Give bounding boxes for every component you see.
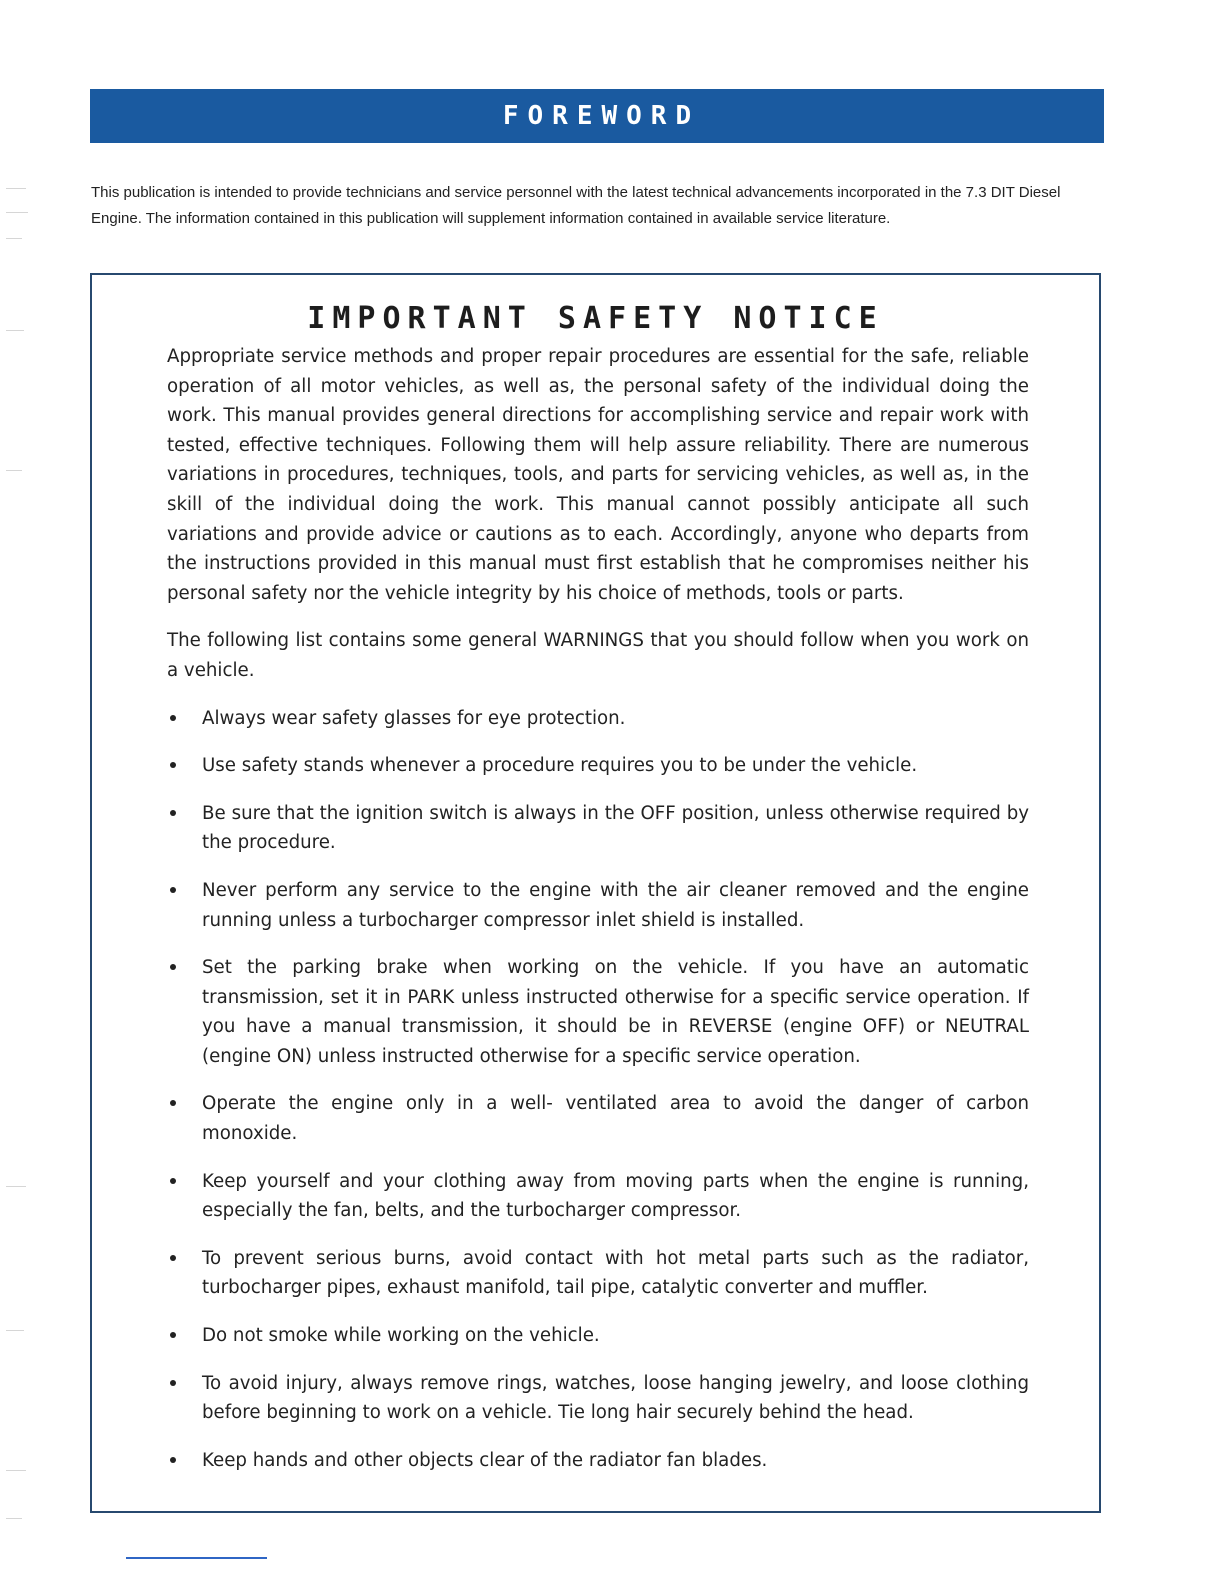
bullet-icon: [170, 1457, 176, 1463]
warning-text: Be sure that the ignition switch is always in the OFF position, unless otherwise required by the procedure.: [202, 802, 1029, 854]
bullet-icon: [170, 964, 176, 970]
footer-rule: [126, 1557, 267, 1559]
warning-text: Never perform any service to the engine with the air cleaner removed and the engine running unless a turbocharger compressor inlet shield is installed.: [202, 879, 1029, 931]
warning-item: [167, 1369, 1029, 1428]
warning-item: [167, 704, 1029, 734]
warning-item: [167, 1321, 1029, 1351]
warning-text: Operate the engine only in a well- ventilated area to avoid the danger of carbon monoxide.: [202, 1093, 1029, 1145]
foreword-title: FOREWORD: [502, 101, 701, 131]
warning-item: [167, 1089, 1029, 1148]
warning-item: [167, 876, 1029, 935]
warning-item: [167, 751, 1029, 781]
bullet-icon: [170, 810, 176, 816]
bullet-icon: [170, 1332, 176, 1338]
bullet-icon: [170, 1100, 176, 1106]
bullet-icon: [170, 887, 176, 893]
foreword-header-bar: [90, 89, 1104, 143]
warning-text: To prevent serious burns, avoid contact with hot metal parts such as the radiator, turbocharger pipes, exhaust manifold, tail pipe, catalytic converter and muffler.: [202, 1247, 1029, 1299]
warning-item: [167, 799, 1029, 858]
warning-item: [167, 953, 1029, 1071]
warning-text: Set the parking brake when working on the vehicle. If you have an automatic transmission, set it in PARK unless instructed otherwise for a specific service operation. If you have a manual transmission, it should be in REVERSE (engine OFF) or NEUTRAL (engine ON) unless instructed otherwise for a specific service operation.: [202, 957, 1029, 1067]
safety-notice-title: IMPORTANT SAFETY NOTICE: [307, 301, 884, 336]
scan-edge-marks: [6, 0, 30, 1584]
safety-notice-paragraph: Appropriate service methods and proper repair procedures are essential for the safe, reliable operation of all motor vehicles, as well as, the personal safety of the individual doing the work. This manual provides general directions for accomplishing service and repair work with tested, effective techniques. Following them will help assure reliability. There are numerous variations in procedures, techniques, tools, and parts for servicing vehicles, as well as, in the skill of the individual doing the work. This manual cannot possibly anticipate all such variations and provide advice or cautions as to each. Accordingly, anyone who departs from the instructions provided in this manual must first establish that he compromises neither his personal safety nor the vehicle integrity by his choice of methods, tools or parts.: [167, 346, 1029, 604]
bullet-icon: [170, 1380, 176, 1386]
warning-text: Use safety stands whenever a procedure requires you to be under the vehicle.: [202, 755, 918, 777]
bullet-icon: [170, 1178, 176, 1184]
warnings-intro-paragraph: The following list contains some general WARNINGS that you should follow when you work on a vehicle.: [167, 630, 1029, 681]
warning-item: [167, 1244, 1029, 1303]
warning-item: [167, 1167, 1029, 1226]
warning-text: Keep hands and other objects clear of the radiator fan blades.: [202, 1449, 768, 1471]
warning-item: [167, 1446, 1029, 1476]
intro-paragraph: This publication is intended to provide technicians and service personnel with the latest technical advancements incorporated in the 7.3 DIT Diesel Engine. The information contained in this publication will supplement information contained in available service literature.: [91, 184, 1061, 227]
bullet-icon: [170, 715, 176, 721]
bullet-icon: [170, 762, 176, 768]
warning-text: Always wear safety glasses for eye protection.: [202, 707, 626, 729]
safety-notice-body: [167, 342, 1029, 1475]
warning-text: To avoid injury, always remove rings, watches, loose hanging jewelry, and loose clothing before beginning to work on a vehicle. Tie long hair securely behind the head.: [202, 1372, 1029, 1424]
warnings-list: [167, 704, 1029, 1476]
warning-text: Keep yourself and your clothing away from moving parts when the engine is running, especially the fan, belts, and the turbocharger compressor.: [202, 1170, 1029, 1222]
warning-text: Do not smoke while working on the vehicle.: [202, 1325, 600, 1347]
safety-notice-box: [90, 273, 1101, 1513]
bullet-icon: [170, 1255, 176, 1261]
